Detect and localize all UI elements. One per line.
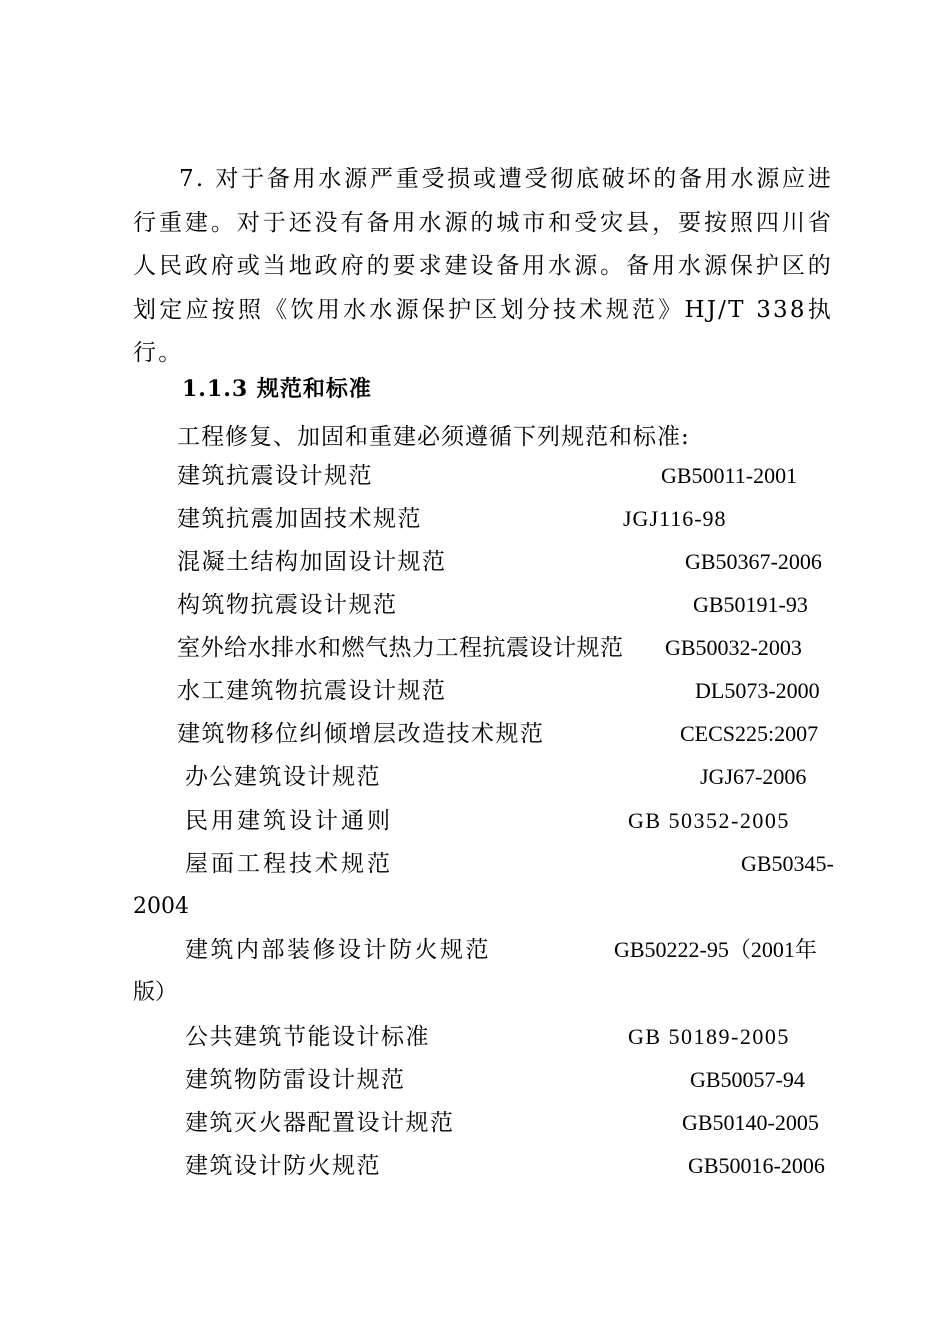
standard-row — [0, 1149, 950, 1183]
standard-code: JGJ67-2006 — [700, 764, 807, 789]
standard-code: GB50140-2005 — [682, 1110, 819, 1135]
standard-row — [0, 760, 950, 794]
standard-name: 构筑物抗震设计规范 — [177, 592, 398, 618]
standard-row — [0, 804, 950, 838]
section-heading: 1.1.3 规范和标准 — [182, 376, 372, 402]
body-paragraph: 7. 对于备用水源严重受损或遭受彻底破坏的备用水源应进行重建。对于还没有备用水源的城市和受灾县，要按照四川省人民政府或当地政府的要求建设备用水源。备用水源保护区的划定应按照《饮用水水源保护区划分技术规范》HJ/T 338执行。 — [133, 166, 833, 366]
standard-code: DL5073-2000 — [695, 678, 820, 703]
standard-code: GB50011-2001 — [661, 463, 798, 488]
standard-code: GB50016-2006 — [688, 1153, 825, 1178]
standard-name: 建筑设计防火规范 — [185, 1153, 381, 1179]
standard-name: 室外给水排水和燃气热力工程抗震设计规范 — [177, 635, 624, 661]
standard-row — [0, 674, 950, 708]
standard-name: 民用建筑设计通则 — [185, 808, 393, 834]
standard-row — [0, 459, 950, 493]
standard-code: GB50345- — [741, 851, 834, 876]
standard-code-continuation: 版） — [133, 980, 178, 1005]
standard-name: 水工建筑物抗震设计规范 — [177, 678, 447, 704]
standard-code: GB50191-93 — [693, 592, 808, 617]
standard-code-continuation: 2004 — [133, 894, 189, 919]
standard-code: CECS225:2007 — [680, 721, 819, 746]
standard-row — [0, 1106, 950, 1140]
standard-code: GB 50352-2005 — [628, 808, 790, 833]
standard-row — [0, 588, 950, 622]
standard-name: 公共建筑节能设计标准 — [185, 1024, 430, 1050]
standard-code: GB 50189-2005 — [628, 1024, 790, 1049]
standard-row — [0, 545, 950, 579]
standard-row — [0, 502, 950, 536]
standard-row — [0, 631, 950, 665]
standard-row — [0, 933, 950, 967]
standard-code: GB50057-94 — [690, 1067, 805, 1092]
standard-code: GB50032-2003 — [665, 635, 802, 660]
standard-row — [0, 1063, 950, 1097]
standard-row — [0, 1020, 950, 1054]
standard-name: 建筑灭火器配置设计规范 — [185, 1110, 455, 1136]
standard-name: 建筑内部装修设计防火规范 — [185, 937, 491, 963]
intro-text: 工程修复、加固和重建必须遵循下列规范和标准: — [177, 424, 690, 450]
standard-row — [0, 717, 950, 751]
standard-name: 建筑物移位纠倾增层改造技术规范 — [177, 721, 545, 747]
standard-name: 混凝土结构加固设计规范 — [177, 549, 447, 575]
standard-row — [0, 847, 950, 881]
standard-name: 办公建筑设计规范 — [185, 764, 381, 790]
standard-code: JGJ116-98 — [623, 506, 727, 531]
standard-name: 建筑抗震设计规范 — [177, 463, 373, 489]
standard-code: GB50367-2006 — [685, 549, 822, 574]
standard-name: 屋面工程技术规范 — [185, 851, 393, 877]
standard-name: 建筑物防雷设计规范 — [185, 1067, 406, 1093]
standard-name: 建筑抗震加固技术规范 — [177, 506, 422, 532]
standard-code: GB50222-95（2001年 — [614, 937, 817, 962]
